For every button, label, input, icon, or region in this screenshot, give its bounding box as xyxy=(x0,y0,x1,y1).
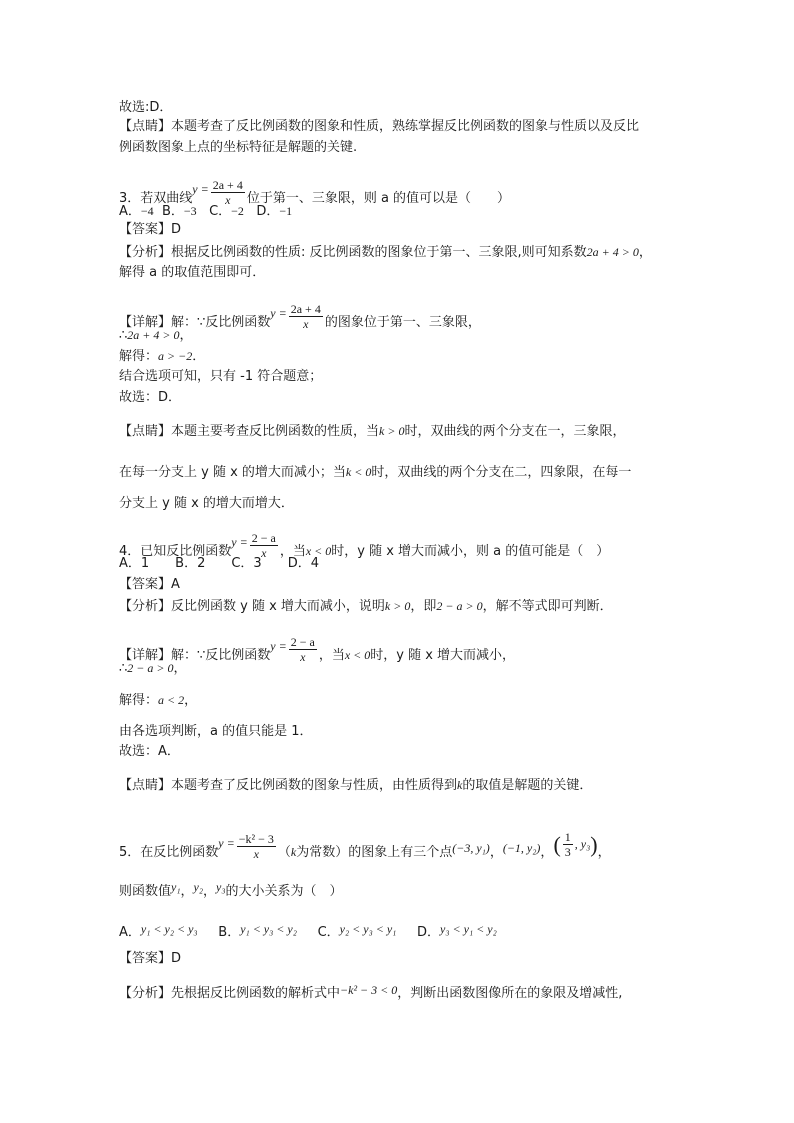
q4-solve: 解得：a < 2， xyxy=(119,693,198,708)
prev-choice: 故选:D． xyxy=(119,100,173,115)
q3-note-1: 【点睛】本题主要考查反比例函数的性质，当k > 0时，双曲线的两个分支在一，三象限， xyxy=(119,424,626,439)
prev-note-line2: 例函数图象上点的坐标特征是解题的关键. xyxy=(119,140,358,155)
q4-stem: 4．已知反比例函数y = $\frac{2 - a}{x}$ ，当x < 0时，y 随 x 增大而减小，则 a 的值可能是（ ） xyxy=(119,531,610,560)
q5-analysis: 【分析】先根据反比例函数的解析式中−k² − 3 < 0，判断出函数图像所在的象限及增减性, xyxy=(119,983,623,1001)
q3-note-3: 分支上 y 随 x 的增大而增大． xyxy=(119,496,294,511)
q4-note: 【点睛】本题考查了反比例函数的图象与性质，由性质得到k的取值是解题的关键． xyxy=(119,778,593,793)
q4-options: A．1 B．2 C．3 D．4 xyxy=(119,556,319,571)
q3-options: A．−4 B．−3 C．−2 D．−1 xyxy=(119,204,293,219)
q3-analysis: 【分析】根据反比例函数的性质: 反比例函数的图象位于第一、三象限,则可知系数2a + 4 > 0， xyxy=(119,245,652,260)
q5-stem: 5．在反比例函数y = $\frac{\text{−k² − 3}}{x}$ （k为常数）的图象上有三个点(−3, y₁)，(−1, y₂)，( $\frac{1}{3}$ , y₃)， xyxy=(119,830,611,861)
q5-fraction: $\frac{\text{−k² − 3}}{x}$ xyxy=(238,832,274,861)
q3-inequality: ∴2a + 4 > 0， xyxy=(119,328,193,343)
q4-fraction: $\frac{2 - a}{x}$ xyxy=(251,531,276,560)
q4-analysis: 【分析】反比例函数 y 随 x 增大而减小，说明k > 0，即2 − a > 0，解不等式即可判断． xyxy=(119,599,613,614)
q3-combine: 结合选项可知，只有 -1 符合题意； xyxy=(119,369,323,384)
q5-answer: 【答案】D xyxy=(119,951,182,966)
q3-note-2: 在每一分支上 y 随 x 的增大而减小；当k < 0时，双曲线的两个分支在二，四象限，在每一 xyxy=(119,465,632,480)
q3-answer: 【答案】D xyxy=(119,222,182,237)
q3-fraction: $\frac{2a + 4}{x}$ xyxy=(212,178,243,207)
q3-solve: 解得：a > −2． xyxy=(119,349,206,364)
q3-stem: 3．若双曲线y = $\frac{2a + 4}{x}$ 位于第一、三象限，则 a 的值可以是（ ） xyxy=(119,178,511,207)
q4-detail: 【详解】解：∵反比例函数y = $\frac{2 - a}{x}$ ，当x < 0时，y 随 x 增大而减小， xyxy=(119,635,516,664)
q5-options: A．y₁ < y₂ < y₃ B．y₁ < y₃ < y₂ C．y₂ < y₃ < y₁ D．y₃ < y₁ < y₂ xyxy=(119,922,497,940)
prev-note-line1: 【点睛】本题考查了反比例函数的图象和性质，熟练掌握反比例函数的图象与性质以及反比 xyxy=(119,119,640,134)
q4-judge: 由各选项判断，a 的值只能是 1． xyxy=(119,724,313,739)
q3-detail: 【详解】解：∵反比例函数y = $\frac{2a + 4}{x}$ 的图象位于第一、三象限， xyxy=(119,302,481,331)
q4-answer: 【答案】A xyxy=(119,577,180,592)
q3-analysis-2: 解得 a 的取值范围即可． xyxy=(119,265,266,280)
q3-choose: 故选：D． xyxy=(119,390,182,405)
q4-inequality: ∴2 − a > 0， xyxy=(119,661,187,676)
q4-choose: 故选：A． xyxy=(119,744,180,759)
q5-question: 则函数值y₁，y₂，y₃的大小关系为（ ） xyxy=(119,880,343,899)
